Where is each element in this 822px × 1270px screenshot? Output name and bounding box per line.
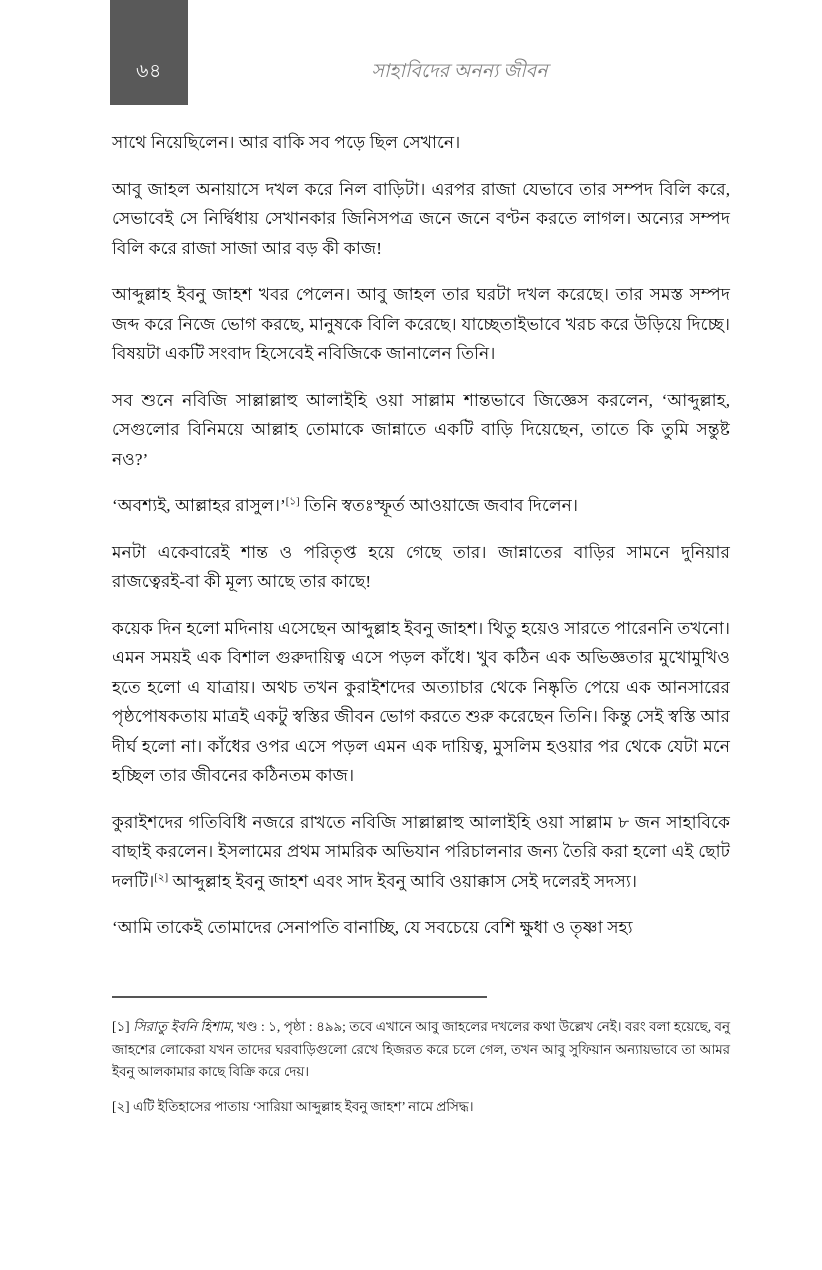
paragraph-1: সাথে নিয়েছিলেন। আর বাকি সব পড়ে ছিল সেখানে।: [112, 133, 461, 152]
folio-box: [110, 0, 188, 105]
footnote-ref-1[interactable]: [১]: [285, 496, 300, 508]
footnote-source-1: সিরাতু ইবনি হিশাম,: [133, 1019, 234, 1034]
paragraph-4: সব শুনে নবিজি সাল্লাল্লাহু আলাইহি ওয়া সাল্লাম শান্তভাবে জিজ্ঞেস করলেন, ‘আব্দুল্লাহ, সেগুলোর বিনিময়ে আল্লাহ তোমাকে জান্নাতে একটি বাড়ি দিয়েছেন, তাতে কি তুমি সন্তুষ্ট নও?’: [112, 390, 730, 469]
footnote-item-2: [112, 1096, 730, 1119]
paragraph-2: আবু জাহল অনায়াসে দখল করে নিল বাড়িটা। এরপর রাজা যেভাবে তার সম্পদ বিলি করে, সেভাবেই সে নির্দ্বিধায় সেখানকার জিনিসপত্র জনে জনে বণ্টন করতে লাগল। অন্যের সম্পদ বিলি করে রাজা সাজা আর বড় কী কাজ!: [112, 179, 730, 258]
paragraph-3: আব্দুল্লাহ ইবনু জাহশ খবর পেলেন। আবু জাহল তার ঘরটা দখল করেছে। তার সমস্ত সম্পদ জব্দ করে নিজে ভোগ করছে, মানুষকে বিলি করেছে। যাচ্ছেতাইভাবে খরচ করে উড়িয়ে দিচ্ছে। বিষয়টা একটি সংবাদ হিসেবেই নবিজিকে জানালেন তিনি।: [112, 285, 730, 363]
mission-text: কুরাইশদের গতিবিধি নজরে রাখতে নবিজি সাল্লাল্লাহু আলাইহি ওয়া সাল্লাম ৮ জন সাহাবিকে বাছাই করলেন। ইসলামের প্রথম সামরিক অভিযান পরিচালনার জন্য তৈরি করা হলো এই ছোট দলটি।: [112, 812, 730, 891]
paragraph-7: কয়েক দিন হলো মদিনায় এসেছেন আব্দুল্লাহ ইবনু জাহশ। থিতু হয়েও সারতে পারেননি তখনো। এমন সময়ই এক বিশাল গুরুদায়িত্ব এসে পড়ল কাঁধে। খুব কঠিন এক অভিজ্ঞতার মুখোমুখিও হতে হলো এ যাত্রায়। অথচ তখন কুরাইশদের অত্যাচার থেকে নিষ্কৃতি পেয়ে এক আনসারের পৃষ্ঠপোষকতায় মাত্রই একটু স্বস্তির জীবন ভোগ করতে শুরু করেছেন তিনি। কিন্তু সেই স্বস্তি আর দীর্ঘ হলো না। কাঁধের ওপর এসে পড়ল এমন এক দায়িত্ব, মুসলিম হওয়ার পর থেকে যেটা মনে হচ্ছিল তার জীবনের কঠিনতম কাজ।: [112, 618, 730, 785]
quote-text: ‘অবশ্যই, আল্লাহর রাসুল।’: [112, 496, 286, 515]
page-number: ৬৪: [136, 61, 162, 82]
quote-tail: তিনি স্বতঃস্ফূর্ত আওয়াজে জবাব দিলেন।: [299, 496, 579, 515]
paragraph-5-quote-with-footnote: [112, 491, 730, 521]
paragraph-6: মনটা একেবারেই শান্ত ও পরিতৃপ্ত হয়ে গেছে তার। জান্নাতের বাড়ির সামনে দুনিয়ার রাজত্বেরই-বা কী মূল্য আছে তার কাছে!: [112, 542, 730, 591]
footnote-area: [112, 996, 730, 1118]
mission-tail: আব্দুল্লাহ ইবনু জাহশ এবং সাদ ইবনু আবি ওয়াক্কাস সেই দলেরই সদস্য।: [168, 871, 637, 891]
footnote-text-1: খণ্ড : ১, পৃষ্ঠা : ৪৯৯; তবে এখানে আবু জাহলের দখলের কথা উল্লেখ নেই। বরং বলা হয়েছে, বনু জাহশের লোকেরা যখন তাদের ঘরবাড়িগুলো রেখে হিজরত করে চলে গেল, তখন আবু সুফিয়ান অন্যায়ভাবে তা আমর ইবনু আলকামার কাছে বিক্রি করে দেয়।: [112, 1019, 730, 1079]
page-header: [0, 0, 822, 106]
footnote-item-1: [112, 1016, 730, 1084]
footnote-separator-rule: [112, 996, 487, 998]
paragraph-8-mission-with-footnote: [112, 808, 730, 897]
body-text-column: [112, 128, 730, 943]
paragraph-9-continued-quote: ‘আমি তাকেই তোমাদের সেনাপতি বানাচ্ছি, যে সবচেয়ে বেশি ক্ষুধা ও তৃষ্ণা সহ্য: [112, 918, 633, 937]
footnote-text-2: এটি ইতিহাসের পাতায় ‘সারিয়া আব্দুল্লাহ ইবনু জাহশ’ নামে প্রসিদ্ধ।: [129, 1098, 474, 1114]
footnote-marker-2: [২]: [112, 1098, 130, 1114]
running-book-title: সাহাবিদের অনন্য জীবন: [371, 61, 548, 82]
footnote-ref-2[interactable]: [২]: [154, 871, 169, 883]
footnote-marker-1: [১]: [112, 1019, 130, 1034]
